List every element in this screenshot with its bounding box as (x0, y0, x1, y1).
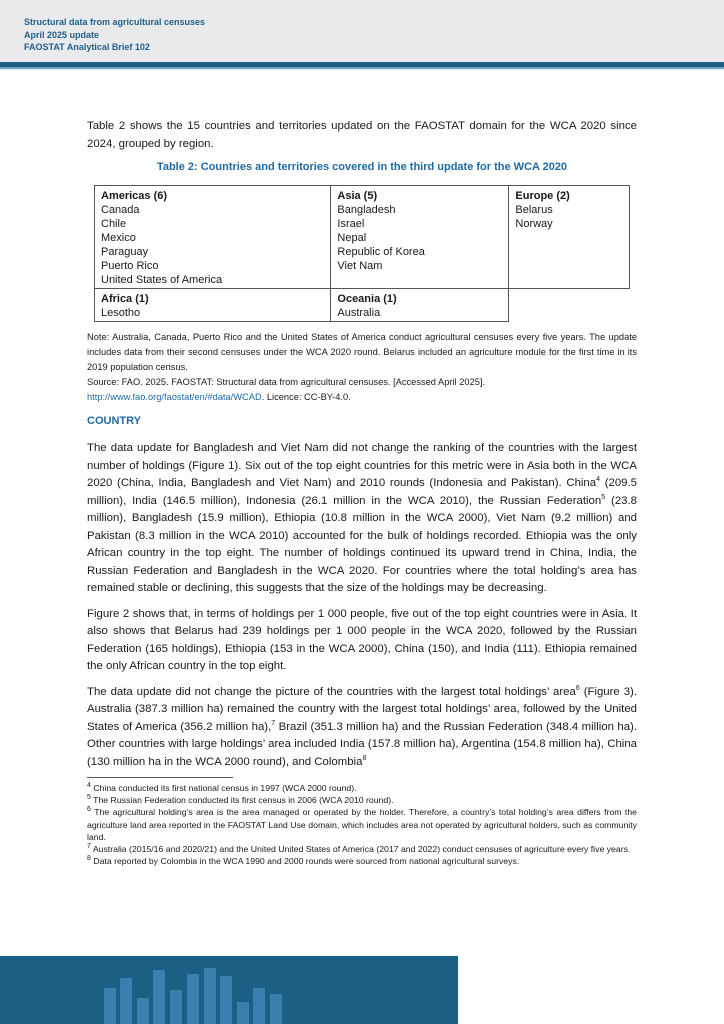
footnote-number: 5 (87, 794, 91, 802)
country-item: Nepal (337, 231, 367, 244)
text-run: Brazil (351.3 million ha) and the Russian Federation (348.4 million ha). Other countries with large holdings’ area included India (157.8 million ha), Argentina (154.8 million ha), China (130 million ha in the WCA 2000 round), and Colombia (87, 720, 637, 768)
header-series: FAOSTAT Analytical Brief 102 (24, 42, 150, 52)
footnote-text: Australia (2015/16 and 2020/21) and the United United States of America (2017 and 2022) conduct censuses of agriculture every five years. (90, 844, 631, 855)
source-licence-line (87, 390, 637, 405)
text-run: (23.8 million), Bangladesh (15.9 million), Ethiopia (10.8 million in the WCA 2000), Viet Nam (9.2 million) and Pakistan (8.3 million in the WCA 2010) accounted for the bulk of holdings recorded. Ethiopia was the only African country in the top eight. The number of holdings continued its upward trend in China, India, the Russian Federation and Bangladesh in the WCA 2020. For countries where the total holding’s area has remained stable or declining, this suggests that the size of the holdings may be decreasing. (87, 494, 637, 594)
footnote-text: Data reported by Colombia in the WCA 1990 and 2000 rounds were sourced from national agricultural surveys. (90, 856, 520, 867)
country-item: Canada (101, 203, 140, 216)
americas-heading: Americas (6) (101, 189, 168, 202)
table-title: Table 2: Countries and territories covered in the third update for the WCA 2020 (156, 161, 568, 173)
oceania-cell (331, 288, 509, 321)
country-item: Bangladesh (337, 203, 396, 216)
footnote-number: 6 (87, 806, 91, 814)
country-item: Paraguay (101, 245, 149, 258)
footnote (87, 806, 637, 843)
country-item: Norway (515, 217, 553, 230)
decor-bar (270, 994, 282, 1024)
country-item: Viet Nam (337, 259, 383, 272)
footnote-ref[interactable]: 4 (596, 476, 601, 484)
africa-heading: Africa (1) (101, 292, 149, 305)
country-item: United States of America (101, 273, 223, 286)
table-row (95, 288, 630, 321)
footnote-text: The agricultural holding’s area is the area managed or operated by the holder. Therefore, a country’s total holding’s area differs from the agriculture land area reported in the FAOSTAT Land Use domain, which includes area not operated by agricultural holders, such as community land. (87, 807, 637, 842)
footnote-text: The Russian Federation conducted its first census in 2006 (WCA 2010 round). (90, 795, 394, 806)
decor-bar (204, 968, 216, 1024)
table-note: Note: Australia, Canada, Puerto Rico and the United States of America conduct agricultural censuses every five years. The update includes data from their second censuses under the WCA 2020 round. Belarus included an agriculture module for the first time in its 2019 population census. (87, 331, 637, 372)
decor-bar (187, 974, 199, 1024)
paragraph-per-capita: Figure 2 shows that, in terms of holdings per 1 000 people, five out of the top eight countries were in Asia. It also shows that Belarus had 239 holdings per 1 000 people in the WCA 2020, followed by the Russian Federation (165 holdings), Ethiopia (153 in the WCA 2000), China (150), and India (111). Ethiopia remained the only African country in the top eight. (87, 607, 637, 672)
americas-cell (95, 185, 331, 288)
section-heading: COUNTRY (87, 414, 141, 427)
text-run: The data update for Bangladesh and Viet Nam did not change the ranking of the countries with the largest number of holdings (Figure 1). Six out of the top eight countries for this metric were in Asia both in the WCA 2020 (China, India, Bangladesh and Viet Nam) and 2010 rounds (Indonesia and Pakistan). China (87, 442, 637, 489)
footnotes (87, 782, 637, 867)
text-run: The data update did not change the picture of the countries with the largest total holdings’ area (87, 685, 576, 698)
country-item: Chile (101, 217, 127, 230)
country-item: Lesotho (101, 306, 141, 319)
country-item: Australia (337, 306, 381, 319)
paragraph-area (87, 684, 637, 772)
table-source: Source: FAO. 2025. FAOSTAT: Structural data from agricultural censuses. [Accessed April 2025]. (87, 376, 486, 387)
footer-bars-decoration (104, 967, 304, 1024)
intro-paragraph: Table 2 shows the 15 countries and territories updated on the FAOSTAT domain for the WCA 2020 since 2024, grouped by region. (87, 120, 637, 150)
licence-text: . Licence: CC-BY-4.0. (261, 391, 351, 402)
paragraph-holdings (87, 440, 637, 598)
decor-bar (237, 1002, 249, 1024)
table-row (95, 185, 630, 288)
footnote-divider (87, 777, 233, 778)
country-item: Republic of Korea (337, 245, 425, 258)
europe-heading: Europe (2) (515, 189, 570, 202)
footnote-ref[interactable]: 8 (362, 754, 367, 762)
decor-bar (170, 990, 182, 1024)
decor-bar (104, 988, 116, 1024)
asia-heading: Asia (5) (337, 189, 378, 202)
country-item: Belarus (515, 203, 553, 216)
footnote-ref[interactable]: 7 (271, 719, 276, 727)
footnote-number: 8 (87, 855, 91, 863)
footnote (87, 782, 637, 794)
footnote-ref[interactable]: 5 (601, 493, 606, 501)
page-body (87, 118, 637, 867)
footnote-ref[interactable]: 6 (575, 684, 580, 692)
footnote (87, 855, 637, 867)
source-link[interactable]: http://www.fao.org/faostat/en/#data/WCAD (87, 391, 262, 402)
footnote-text: China conducted its first national census in 1997 (WCA 2000 round). (90, 783, 357, 793)
footnote-number: 4 (87, 782, 91, 790)
countries-table (94, 185, 630, 322)
header-text (24, 16, 205, 54)
country-item: Puerto Rico (101, 259, 159, 272)
text-run: (209.5 million), India (146.5 million), Indonesia (26.1 million in the WCA 2010), the Russian Federation (87, 477, 638, 507)
empty-cell (509, 288, 630, 321)
footnote (87, 843, 637, 855)
text-run: (Figure 3). Australia (387.3 million ha) remained the country with the largest total holdings’ area, followed by the United States of America (356.2 million ha), (87, 685, 638, 733)
oceania-heading: Oceania (1) (337, 292, 397, 305)
footnote (87, 794, 637, 806)
header-date: April 2025 update (24, 29, 100, 40)
country-item: Israel (337, 217, 365, 230)
page-header (0, 0, 724, 70)
decor-bar (253, 988, 265, 1024)
table-note-block (87, 330, 637, 405)
decor-bar (120, 978, 132, 1024)
decor-bar (153, 970, 165, 1024)
decor-bar (137, 998, 149, 1024)
africa-cell (95, 288, 331, 321)
footnote-number: 7 (87, 843, 91, 851)
header-title: Structural data from agricultural censuses (24, 17, 206, 27)
asia-cell (331, 185, 509, 288)
decor-bar (220, 976, 232, 1024)
header-rule-light (0, 67, 724, 69)
country-item: Mexico (101, 231, 136, 244)
europe-cell (509, 185, 630, 288)
